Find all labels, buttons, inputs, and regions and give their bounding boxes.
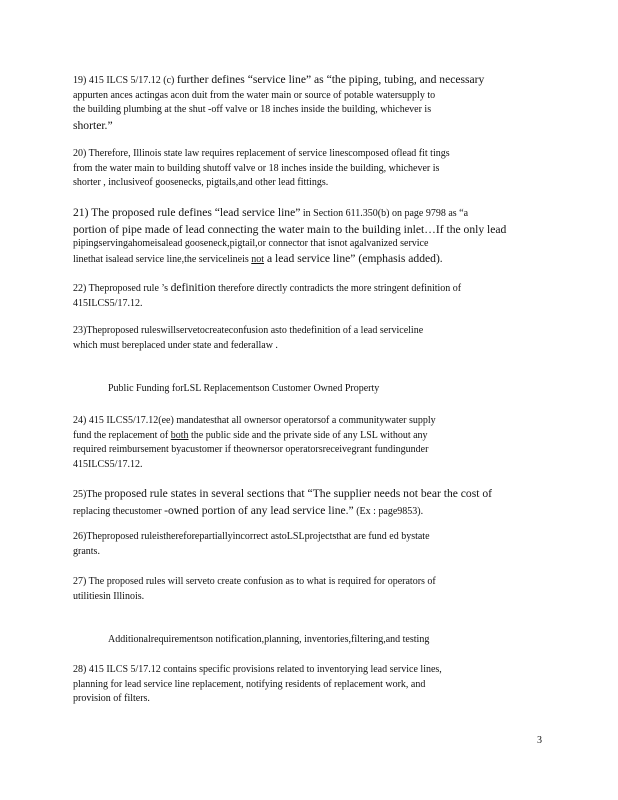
- paragraph-26: [73, 530, 545, 559]
- p25-line1-a: 25)The: [73, 489, 105, 500]
- p26-line1: 26)Theproposed ruleisthereforepartiallyincorrect astoLSLprojectsthat are fund ed bystate: [73, 531, 430, 542]
- paragraph-25: [73, 486, 545, 519]
- p22-line1-a: 22) Theproposed rule ’s: [73, 283, 171, 294]
- paragraph-21: [73, 205, 545, 268]
- p25-line2-c: (Ex : page9853).: [353, 505, 424, 517]
- p27-line1: 27) The proposed rules will serveto create confusion as to what is required for operators of: [73, 576, 436, 587]
- p28-line1: 28) 415 ILCS 5/17.12 contains specific provisions related to inventorying lead service lines,: [73, 664, 442, 675]
- p22-line2: 415ILCS5/17.12.: [73, 297, 143, 309]
- p22-line1-c: therefore directly contradicts the more stringent definition of: [215, 283, 462, 294]
- p20-line2: from the water main to building shutoff valve or 18 inches inside the building, whichever is: [73, 162, 440, 174]
- p24-line2-a: fund the replacement of: [73, 429, 171, 441]
- page-number: 3: [537, 735, 542, 746]
- p21-line1-a: 21) The proposed rule defines “lead service line”: [73, 206, 301, 219]
- p21-line3: pipingservingahomeisalead gooseneck,pigtail,or connector that isnot agalvanized service: [73, 237, 429, 249]
- p28-line2: planning for lead service line replacement, notifying residents of replacement work, and: [73, 678, 426, 690]
- p20-line1: 20) Therefore, Illinois state law requires replacement of service linescomposed oflead fit tings: [73, 148, 450, 159]
- paragraph-22: [73, 280, 545, 311]
- p23-line1: 23)Theproposed ruleswillservetocreateconfusion asto thedefinition of a lead serviceline: [73, 325, 424, 336]
- section-heading-public-funding: Public Funding forLSL Replacementson Customer Owned Property: [108, 383, 380, 394]
- paragraph-20: [73, 147, 545, 191]
- p21-line4-a: linethat isalead service line,the servicelineis: [73, 254, 252, 265]
- p24-line2-b: the public side and the private side of any LSL without any: [188, 429, 428, 441]
- p24-line2-underlined: both: [170, 429, 189, 441]
- paragraph-24: [73, 414, 545, 472]
- paragraph-27: [73, 575, 545, 604]
- p22-line1-b: definition: [170, 281, 216, 294]
- paragraph-19: [73, 72, 545, 133]
- p21-line1-b: in Section 611.350(b) on page 9798 as “a: [300, 208, 469, 219]
- p19-line1-b: further defines “service line” as “the piping, tubing, and necessary: [176, 73, 485, 86]
- p27-line2: utilitiesin Illinois.: [73, 590, 145, 602]
- p19-line1-a: 19) 415 ILCS 5/17.12 (c): [73, 75, 177, 86]
- p25-line2-b: -owned portion of any lead service line.”: [164, 503, 354, 517]
- p19-line4: shorter.”: [73, 118, 113, 132]
- p21-line4-underlined: not: [251, 254, 265, 265]
- p19-line2: appurten ances actingas acon duit from the water main or source of potable watersupply to: [73, 89, 436, 101]
- p19-line3: the building plumbing at the shut -off valve or 18 inches inside the building, whichever is: [73, 104, 432, 115]
- p25-line1-b: proposed rule states in several sections that “The supplier needs not bear the cost of: [104, 487, 493, 500]
- p21-line2: portion of pipe made of lead connecting the water main to the building inlet…If the only lead: [73, 222, 507, 236]
- p28-line3: provision of filters.: [73, 693, 150, 704]
- p24-line1: 24) 415 ILCS5/17.12(ee) mandatesthat all ownersor operatorsof a communitywater supply: [73, 415, 436, 426]
- p23-line2: which must bereplaced under state and federallaw .: [73, 339, 278, 351]
- paragraph-28: [73, 663, 545, 707]
- p24-line4: 415ILCS5/17.12.: [73, 458, 143, 470]
- p24-line3: required reimbursement byacustomer if theownersor operatorsreceivegrant fundingunder: [73, 444, 429, 455]
- p21-line4-b: a lead service line” (emphasis added).: [264, 252, 443, 265]
- p20-line3: shorter , inclusiveof goosenecks, pigtails,and other lead fittings.: [73, 177, 329, 188]
- p26-line2: grants.: [73, 545, 100, 557]
- section-heading-additional-requirements: Additionalrequirementson notification,planning, inventories,filtering,and testing: [108, 634, 430, 645]
- paragraph-23: [73, 324, 545, 353]
- p25-line2-a: replacing thecustomer: [73, 505, 165, 517]
